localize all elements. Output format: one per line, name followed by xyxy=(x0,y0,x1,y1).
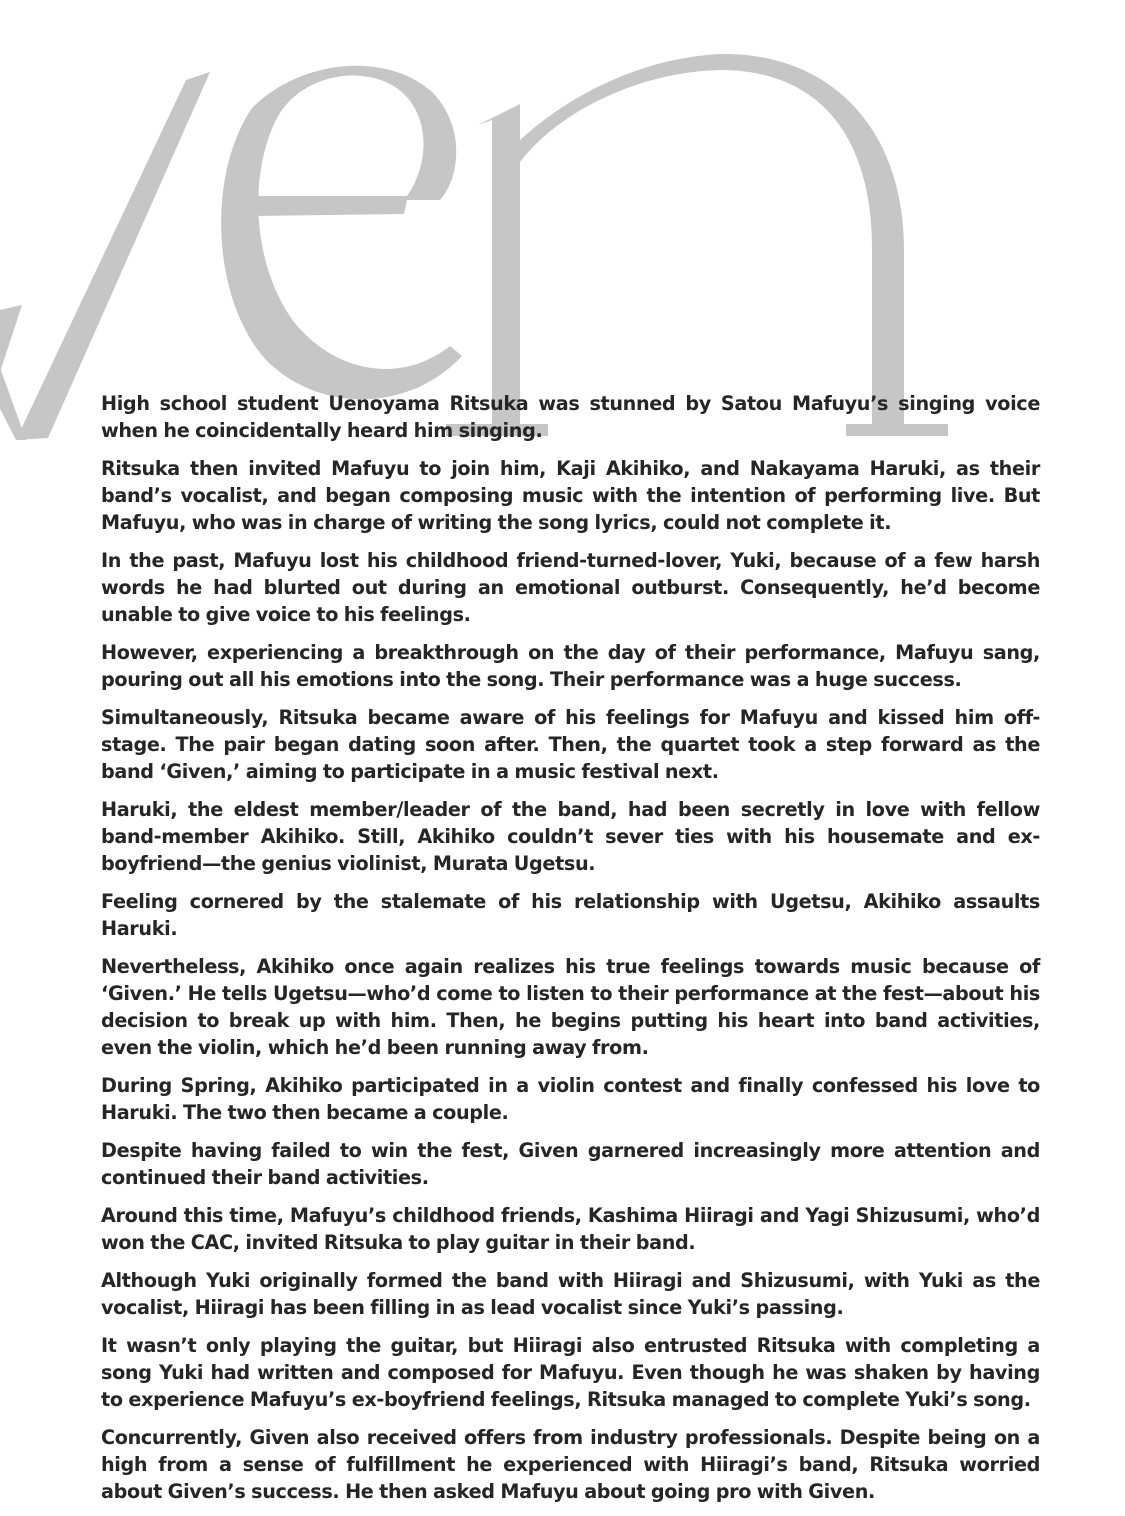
synopsis-paragraph-11: Around this time, Mafuyu’s childhood friends, Kashima Hiiragi and Yagi Shizusumi, who’d won the CAC, invited Ritsuka to play guitar in their band. xyxy=(101,1204,1040,1254)
synopsis-paragraph-5: Simultaneously, Ritsuka became aware of his feelings for Mafuyu and kissed him off-stage. The pair began dating soon after. Then, the quartet took a step forward as the band ‘Given,’ aiming to participate in a music festival next. xyxy=(101,706,1040,783)
synopsis-paragraph-13: It wasn’t only playing the guitar, but Hiiragi also entrusted Ritsuka with completing a song Yuki had written and composed for Mafuyu. Even though he was shaken by having to experience Mafuyu’s ex-boyfriend feelings, Ritsuka managed to complete Yuki’s song. xyxy=(101,1334,1040,1411)
synopsis-paragraph-8: Nevertheless, Akihiko once again realizes his true feelings towards music because of ‘Given.’ He tells Ugetsu—who’d come to listen to their performance at the fest—about his decision to break up with him. Then, he begins putting his heart into band activities, even the violin, which he’d been running away from. xyxy=(101,955,1040,1059)
synopsis-paragraph-14: Concurrently, Given also received offers from industry professionals. Despite being on a high from a sense of fulfillment he experienced with Hiiragi’s band, Ritsuka worried about Given’s success. He then asked Mafuyu about going pro with Given. xyxy=(101,1426,1040,1503)
synopsis-paragraph-9: During Spring, Akihiko participated in a violin contest and finally confessed his love to Haruki. The two then became a couple. xyxy=(101,1074,1040,1124)
synopsis-paragraph-7: Feeling cornered by the stalemate of his relationship with Ugetsu, Akihiko assaults Haruki. xyxy=(101,890,1040,940)
synopsis-paragraph-12: Although Yuki originally formed the band with Hiiragi and Shizusumi, with Yuki as the vocalist, Hiiragi has been filling in as lead vocalist since Yuki’s passing. xyxy=(101,1269,1040,1319)
synopsis-paragraph-2: Ritsuka then invited Mafuyu to join him, Kaji Akihiko, and Nakayama Haruki, as their band’s vocalist, and began composing music with the intention of performing live. But Mafuyu, who was in charge of writing the song lyrics, could not complete it. xyxy=(101,457,1040,534)
synopsis-paragraph-6: Haruki, the eldest member/leader of the band, had been secretly in love with fellow band-member Akihiko. Still, Akihiko couldn’t sever ties with his housemate and ex-boyfriend—the genius violinist, Murata Ugetsu. xyxy=(101,798,1040,875)
synopsis-paragraph-4: However, experiencing a breakthrough on the day of their performance, Mafuyu sang, pouring out all his emotions into the song. Their performance was a huge success. xyxy=(101,641,1040,691)
synopsis-paragraph-1: High school student Uenoyama Ritsuka was stunned by Satou Mafuyu’s singing voice when he coincidentally heard him singing. xyxy=(101,392,1040,442)
synopsis xyxy=(101,390,1040,1516)
synopsis-paragraph-3: In the past, Mafuyu lost his childhood friend-turned-lover, Yuki, because of a few harsh words he had blurted out during an emotional outburst. Consequently, he’d become unable to give voice to his feelings. xyxy=(101,549,1040,626)
synopsis-paragraph-10: Despite having failed to win the fest, Given garnered increasingly more attention and continued their band activities. xyxy=(101,1139,1040,1189)
